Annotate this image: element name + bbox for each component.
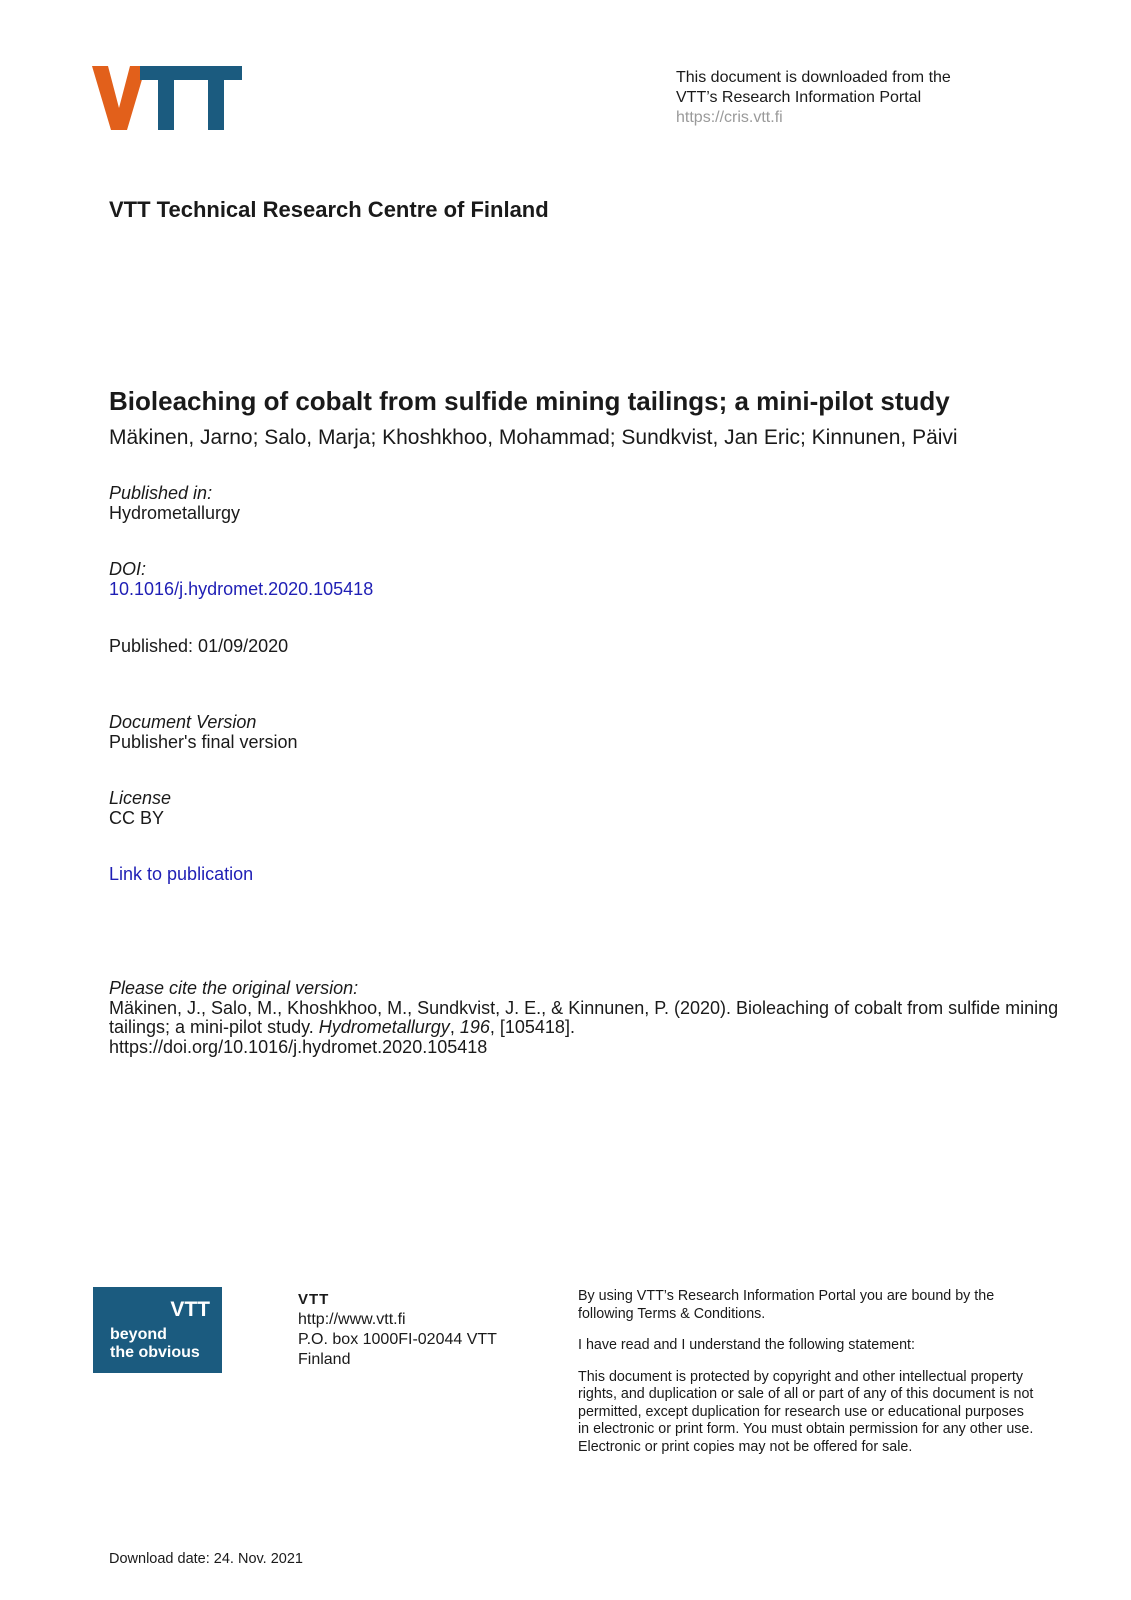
terms-paragraph-3: This document is protected by copyright and other intellectual property rights, and duplication or sale of all or part of any of this document is not permitted, except duplication for research use or educational purposes in electronic or print form. You must obtain permission for any other use. Electronic or print copies may not be offered for sale. xyxy=(578,1368,1034,1455)
published-in-label: Published in: xyxy=(109,483,213,503)
citation-sep: , xyxy=(449,1017,460,1037)
vtt-logo-t1 xyxy=(140,66,192,130)
terms-paragraph-2: I have read and I understand the following statement: xyxy=(578,1337,915,1353)
portal-line-1: This document is downloaded from the xyxy=(676,69,951,86)
doi-label: DOI: xyxy=(109,559,147,579)
terms-and-conditions xyxy=(578,1288,1038,1470)
footer-contact xyxy=(298,1290,497,1370)
vtt-logo xyxy=(92,66,242,130)
article-authors: Mäkinen, Jarno; Salo, Marja; Khoshkhoo, Mohammad; Sundkvist, Jan Eric; Kinnunen, Päivi xyxy=(109,426,958,449)
license-value: CC BY xyxy=(109,808,165,828)
portal-url[interactable]: https://cris.vtt.fi xyxy=(676,109,783,126)
footer-logo-tagline-1: beyond xyxy=(110,1326,167,1343)
doi-link[interactable]: 10.1016/j.hydromet.2020.105418 xyxy=(109,579,374,599)
vtt-beyond-the-obvious-logo xyxy=(93,1287,222,1373)
portal-line-2: VTT’s Research Information Portal xyxy=(676,89,922,106)
vtt-logo-v xyxy=(92,66,146,130)
citation-part-2: , [105418]. xyxy=(489,1017,575,1037)
document-version-label: Document Version xyxy=(109,712,257,732)
citation-volume: 196 xyxy=(459,1017,490,1037)
footer-logo-tagline-2: the obvious xyxy=(110,1344,200,1361)
article-title: Bioleaching of cobalt from sulfide mining tailings; a mini-pilot study xyxy=(109,386,950,416)
citation-part-1: Mäkinen, J., Salo, M., Khoshkhoo, M., Sundkvist, J. E., & Kinnunen, P. (2020). Bioleaching of cobalt from sulfide mining tailings; a mini-pilot study. xyxy=(109,997,1059,1037)
license-label: License xyxy=(109,788,172,808)
document-version-value: Publisher's final version xyxy=(109,732,298,752)
citation-journal: Hydrometallurgy xyxy=(318,1017,450,1037)
citation-doi-url: https://doi.org/10.1016/j.hydromet.2020.105418 xyxy=(109,1036,488,1057)
citation-block xyxy=(109,979,1069,1057)
doi-section xyxy=(109,559,373,600)
contact-website[interactable]: http://www.vtt.fi xyxy=(298,1311,406,1328)
vtt-logo-t2 xyxy=(190,66,242,130)
download-date: Download date: 24. Nov. 2021 xyxy=(109,1551,304,1567)
organization-name: VTT Technical Research Centre of Finland xyxy=(109,197,549,222)
portal-notice xyxy=(676,68,951,128)
footer-logo-brand: VTT xyxy=(170,1298,210,1321)
published-in-value: Hydrometallurgy xyxy=(109,503,241,523)
license-section xyxy=(109,788,171,828)
document-version-section xyxy=(109,712,298,752)
link-to-publication[interactable]: Link to publication xyxy=(109,864,254,884)
citation-text xyxy=(109,999,1069,1038)
published-date: Published: 01/09/2020 xyxy=(109,636,289,656)
contact-country: Finland xyxy=(298,1351,351,1368)
published-in-section xyxy=(109,483,240,523)
contact-name: VTT xyxy=(298,1291,330,1308)
contact-address: P.O. box 1000FI-02044 VTT xyxy=(298,1331,497,1348)
citation-label: Please cite the original version: xyxy=(109,978,359,998)
terms-paragraph-1: By using VTT’s Research Information Portal you are bound by the following Terms & Conditions. xyxy=(578,1288,995,1322)
